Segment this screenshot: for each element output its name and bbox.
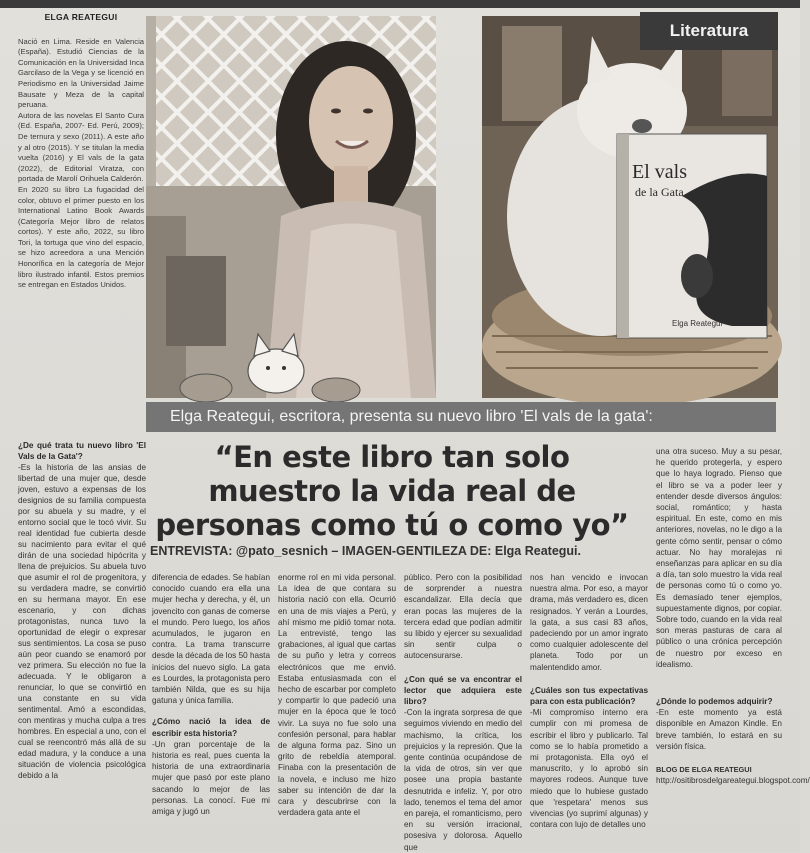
author-header: ELGA REATEGUI <box>44 12 118 22</box>
answer-text: -Un gran porcentaje de la historia es real, pues cuenta la historia de una extraordinaria mujer que pasó por este plano sacando lo mejor de las personas. La conocí. Fue mi amiga y jugó un <box>152 739 270 817</box>
answer-text: -Mi compromiso interno era cumplir con mi promesa de escribir el libro y publicarlo. Tal como se lo había prometido a mi protagonista. Ella oyó el manuscrito, y lo aprobó sin mayores rodeos. Aunque tuve miedo que lo hubiese gustado que 'respetara' menos sus vivencias (yo suprimí algunas) y contara con lujo de detalles uno <box>530 708 648 830</box>
body-column-5 <box>656 696 810 852</box>
question-text: ¿Cuáles son tus expectativas para con esta publicación? <box>530 685 648 707</box>
byline: ENTREVISTA: @pato_sesnich – IMAGEN-GENTILEZA DE: Elga Reategui. <box>150 544 581 558</box>
author-photo <box>146 16 436 398</box>
qa-left-column <box>18 440 146 852</box>
answer-text: -Con la ingrata sorpresa de que seguimos viviendo en medio del machismo, la crítica, los prejuicios y la represión. Que la gente continúa ocupándose de la vida de otros, sin ver que posee una propia bastante desnutrida e infeliz. Y, por otro lado, tenemos el tema del amor en pareja, el romanticismo, pero en su versión irracional, posesiva y dolorosa. Aquello que <box>404 708 522 852</box>
bio-paragraph: En 2020 su libro La fugacidad del color, obtuvo el primer puesto en los International Latino Book Awards (Categoría Mejor libro de relatos cortos). Y este año, 2022, su libro Tori, la tortuga que vino del espacio, se hizo acreedora a una Mención Honorífica en la categoría de Mejor libro ilustrado infantil. Estos premios se entregan en Estados Unidos. <box>18 184 144 290</box>
author-photo-illustration <box>146 16 436 398</box>
bio-paragraph: Autora de las novelas El Santo Cura (Ed. España, 2007- Ed. Perú, 2009); De ternura y sexo (2011). A este año y al otro (2015). Y se titulan la media vuelta (2016) y El vals de la gata (2022), de Editorial Viratza, con portada de Marolí Orihuela Calderón. <box>18 110 144 184</box>
body-column-2: enorme rol en mi vida personal. La idea de que contara su historia nació con ella. Ocurrió en una de mis viajes a Perú, y ahí mismo me pidió tomar nota. La entrevisté, tengo las grabaciones, al igual que cartas de su puño y letra y correos electrónicos que me envió. Estaba entusiasmada con el hecho de escarbar por completo y compartir lo que padeció una mujer en la época que le tocó vivir. La suya no fue solo una confesión personal, para hablar de alguna forma paz. Sino un grito de rebeldía atemporal. Finaba con la presentación de la novela, e incluso me hizo saber su intención de dar la cara y descubrirse con la verdadera gata ante el <box>278 573 396 818</box>
body-column-4 <box>530 572 648 852</box>
author-bio-column <box>18 12 144 442</box>
photo-caption: Elga Reategui, escritora, presenta su nuevo libro 'El vals de la gata': <box>146 402 776 432</box>
book-author: Elga Reategui <box>672 319 723 328</box>
book-photo-illustration <box>482 16 778 398</box>
paragraph-text: público. Pero con la posibilidad de sorprender a nuestra escandalizar. Ella decía que eran pocas las mujeres de la tercera edad que podían admitir su libido y ejercer su sexualidad sin sentir culpa o autocensurarse. <box>404 573 522 661</box>
question-text: ¿Cómo nació la idea de escribir esta historia? <box>152 717 270 738</box>
question-text: ¿Dónde lo podemos adquirir? <box>656 697 773 706</box>
blog-label: BLOG DE ELGA REATEGUI <box>656 765 752 775</box>
answer-text: -Es la historia de las ansias de libertad de una mujer que, desde joven, estuvo a expensas de los designios de su familia compuesta por su abuela y su madre, y el entorno social que le tocó vivir. Su real identidad fue cubierta desde su nacimiento para evitar el qué dirán de una sociedad hipócrita y llena de prejuicios. Su abuela tuvo que asumir el rol de progenitora, y su verdadera madre, se convirtió en su hermana mayor. En ese escenario, y con dichas protagonistas, nunca tuvo la oportunidad de elegir o expresar sus sentimientos. La cosa se puso aún peor cuando se enamoró por vez primera. Su elección no fue la adecuada. Y le obligaron a renunciar, lo que se convirtió en una constante en su vida sentimental. Amó a escondidas, con mentiras y mucha culpa a tres hombres. En especial a uno, con el cual se reencontró más allá de su edad madura, y la conduce a una situación de violencia psicológica debido a la <box>18 463 146 780</box>
book-title-line2: de la Gata <box>635 185 684 199</box>
section-label: Literatura <box>640 12 778 50</box>
paragraph-text: nos han vencido e invocan nuestra alma. Por eso, a mayor drama, más verdadero es, dicen resignados. Y verán a Lourdes, la gata, a sus casi 83 años, padeciendo por un amor ingrato como cualquier adolescente del planeta. Todo por un malentendido amor. <box>530 573 648 672</box>
book-photo <box>482 16 778 398</box>
question-text: ¿Con qué se va encontrar el lector que adquiera este libro? <box>404 674 522 707</box>
paragraph-text: diferencia de edades. Se habían conocido cuando era ella una mujer hecha y derecha, y él, un jovencito con ganas de comerse el mundo. Pero luego, los años acumulados, le jugaron en contra. La trama transcurre desde la década de los 50 hasta inicios del nuevo siglo. La gata es Lourdes, la protagonista pero también Nilda, que es su hija gatuna y única familia. <box>152 573 270 706</box>
bio-paragraph: Nació en Lima. Reside en Valencia (España). Estudió Ciencias de la Comunicación en la Universidad Inca Garcilaso de la Vega y se licenció en Periodismo en la Universidad Jaime Bausate y Meza de la capital peruana. <box>18 36 144 110</box>
body-column-right-top: una otra suceso. Muy a su pesar, he querido protegerla, y espero que lo haya logrado. Pienso que el libro se va a poder leer y entender desde diversos ángulos: social, romántico; y hasta espiritual. En este, como en mis anteriores, novelas, no le digo a la gente cómo sentir, pensar o cómo actuar. No hay moralejas ni enseñanzas para aplicar en su día a día, tan solo muestro la vida real de personas como tú o como yo. Es demasiado tener ejemplos, supuestamente dignos, por copiar. Sobre todo, cuando en la vida real son meras pasturas de cara al público o una crónica percepción de nuestro por exceso en idealismo. <box>656 447 782 669</box>
headline: “En este libro tan solo muestro la vida real de personas como tú o como yo” <box>155 440 629 542</box>
book-cover <box>617 134 767 338</box>
answer-text: -En este momento ya está disponible en Amazon Kindle. En breve también, lo estará en su versión física. <box>656 708 782 751</box>
body-column-3 <box>404 572 522 852</box>
book-title-line1: El vals <box>632 161 687 183</box>
top-rule <box>0 0 800 8</box>
blog-url[interactable]: http://ositibrosdelgareategui.blogspot.com/ <box>656 776 810 786</box>
body-column-1 <box>152 572 270 852</box>
question-text: ¿De qué trata tu nuevo libro 'El Vals de la Gata'? <box>18 441 146 461</box>
